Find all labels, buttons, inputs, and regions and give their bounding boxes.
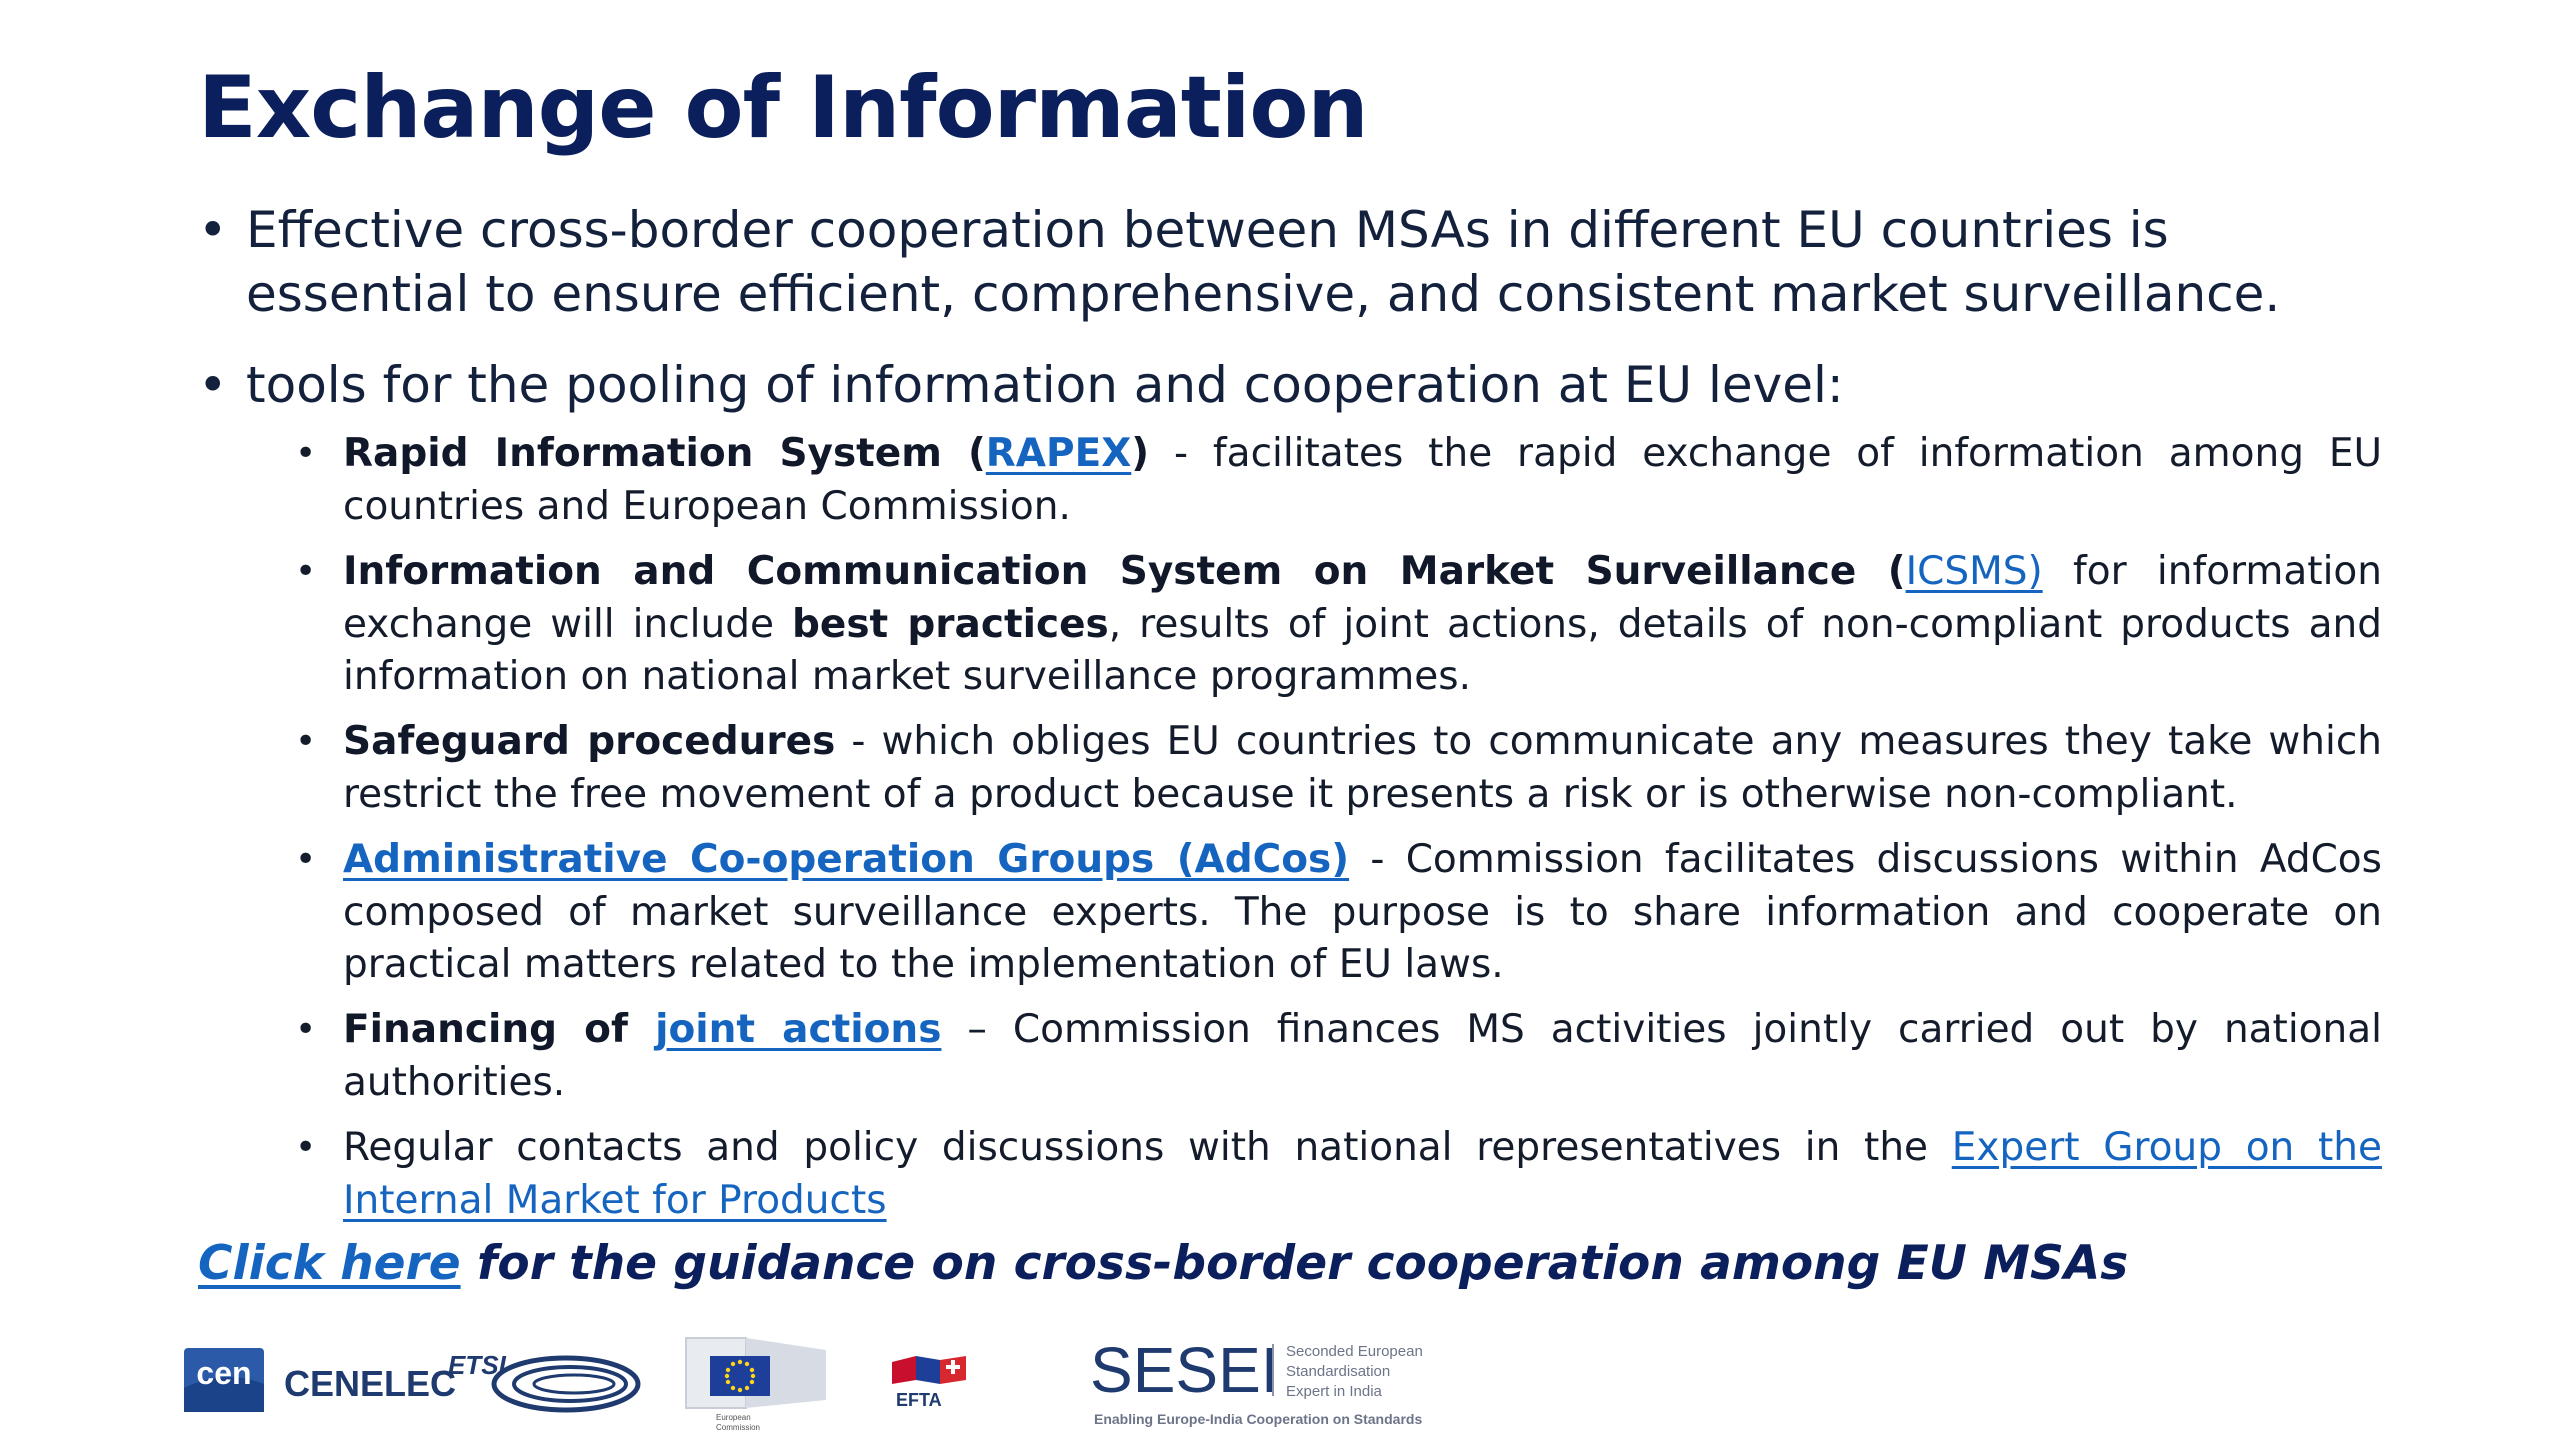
- bullet-text: Effective cross-border cooperation between MSAs in different EU countries is essential to ensure efficient, comprehensive, and consistent market surveillance.: [246, 201, 2281, 323]
- sesei-tagline: Enabling Europe-India Cooperation on Standards: [1094, 1411, 1423, 1427]
- tool-description: - Commission facilitates discussions within AdCos composed of market surveillance experts. The purpose is to share information and cooperate on practical matters related to the implementation of EU laws.: [343, 837, 2382, 987]
- adcos-link[interactable]: Administrative Co-operation Groups (AdCos): [343, 837, 1350, 882]
- bullet-icon: •: [198, 201, 228, 259]
- efta-logo-text: EFTA: [896, 1390, 942, 1410]
- tool-financing: [295, 1004, 2382, 1109]
- etsi-logo: [448, 1344, 648, 1416]
- guidance-line: [198, 1236, 2128, 1291]
- sesei-logo: [1090, 1334, 1490, 1434]
- tool-text: [343, 834, 2382, 992]
- tool-text: [343, 716, 2382, 821]
- icsms-link[interactable]: ICSMS): [1905, 549, 2043, 594]
- bullet-text: tools for the pooling of information and cooperation at EU level:: [246, 356, 1844, 414]
- bullet-icon: •: [295, 839, 317, 880]
- bullet-cross-border: [198, 198, 2382, 326]
- tool-description-rest: , results of joint actions, details of non-compliant products and information on national market surveillance programmes.: [343, 601, 2383, 699]
- guidance-text: for the guidance on cross-border cooperation among EU MSAs: [460, 1236, 2129, 1291]
- efta-logo: [886, 1350, 976, 1414]
- bullet-icon: •: [295, 433, 317, 474]
- tool-description: for information exchange will include: [343, 549, 2382, 647]
- bullet-tools: [198, 353, 2382, 417]
- expert-group-link[interactable]: Expert Group on the Internal Market for Products: [343, 1125, 2382, 1223]
- rapex-link[interactable]: RAPEX: [985, 431, 1132, 476]
- cen-logo-text: cen: [196, 1355, 252, 1391]
- tool-adcos: [295, 834, 2382, 992]
- european-commission-logo: [676, 1328, 836, 1440]
- slide-title: Exchange of Information: [198, 58, 1368, 158]
- tool-name: Safeguard procedures: [343, 719, 836, 764]
- best-practices-text: best practices: [791, 601, 1109, 647]
- cenelec-logo-text: CENELEC: [284, 1363, 457, 1404]
- bullet-icon: •: [295, 1009, 317, 1050]
- tool-rapex: [295, 428, 2382, 533]
- bullet-icon: •: [295, 551, 317, 592]
- tool-text: [343, 1122, 2382, 1227]
- etsi-logo-text: ETSI: [448, 1350, 506, 1380]
- tool-safeguard: [295, 716, 2382, 821]
- bullet-icon: •: [295, 1127, 317, 1168]
- cen-logo: [184, 1348, 264, 1412]
- ec-logo-text-2: Commission: [716, 1423, 761, 1432]
- cenelec-logo: [284, 1356, 457, 1406]
- sesei-subtitle-2: Standardisation: [1286, 1363, 1391, 1380]
- tool-description: – Commission finances MS activities jointly carried out by national authorities.: [343, 1007, 2382, 1105]
- click-here-link[interactable]: Click here: [198, 1236, 461, 1291]
- sesei-subtitle-3: Expert in India: [1286, 1383, 1382, 1400]
- tool-description: - facilitates the rapid exchange of information among EU countries and European Commission.: [343, 431, 2383, 529]
- tool-description: - which obliges EU countries to communicate any measures they take which restrict the free movement of a product because it presents a risk or is otherwise non-compliant.: [343, 719, 2382, 817]
- tool-name: Information and Communication System on Market Surveillance (: [343, 549, 1906, 594]
- sesei-logo-text: SESEI: [1090, 1334, 1279, 1406]
- bullet-icon: •: [295, 721, 317, 762]
- tool-text: [343, 1004, 2382, 1109]
- tool-name-close: ): [1131, 431, 1150, 476]
- tool-name: Rapid Information System (: [343, 431, 986, 476]
- joint-actions-link[interactable]: joint actions: [655, 1007, 942, 1052]
- tool-name: Financing of: [343, 1007, 656, 1052]
- sesei-subtitle-1: Seconded European: [1286, 1343, 1423, 1360]
- tool-text: [343, 546, 2382, 704]
- partner-logos: [0, 1320, 2560, 1440]
- tool-text: [343, 428, 2382, 533]
- tool-description: Regular contacts and policy discussions with national representatives in the: [343, 1125, 1952, 1170]
- bullet-icon: •: [198, 356, 228, 414]
- tool-icsms: [295, 546, 2382, 704]
- tool-regular-contacts: [295, 1122, 2382, 1227]
- ec-logo-text-1: European: [716, 1413, 751, 1422]
